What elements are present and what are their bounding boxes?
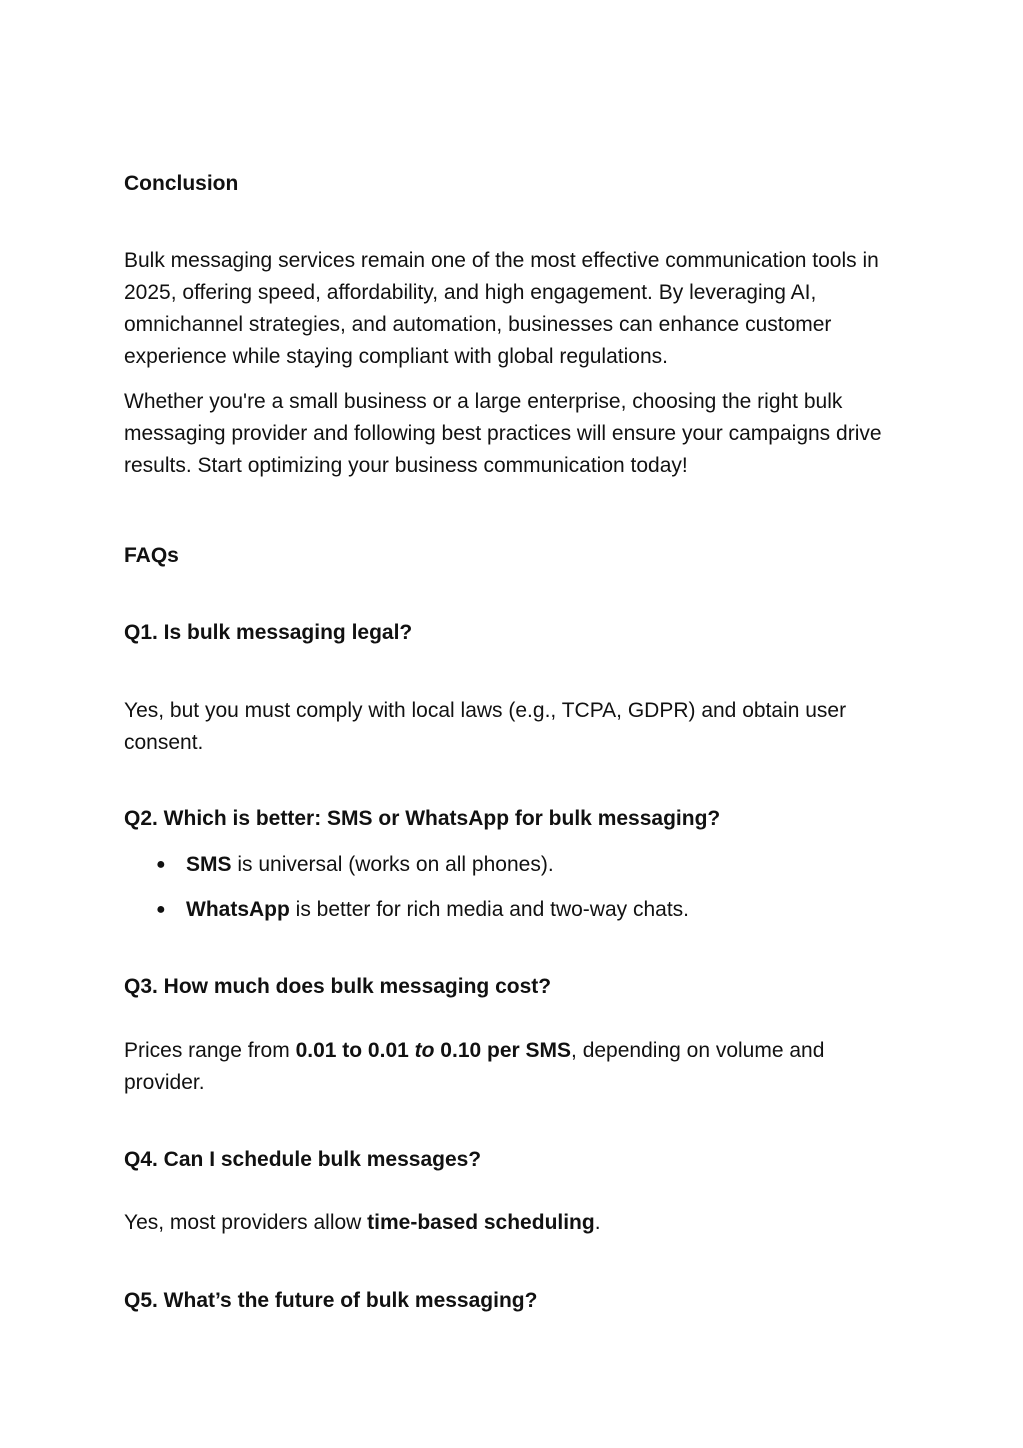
faq-q3-answer: Prices range from 0.01 to 0.01 to 0.10 per SMS, depending on volume and provider.: [124, 1039, 825, 1094]
bullet-text: WhatsApp is better for rich media and two-way chats.: [186, 898, 689, 921]
conclusion-heading: Conclusion: [124, 172, 239, 195]
conclusion-paragraph-1: Bulk messaging services remain one of the most effective communication tools in 2025, offering speed, affordability, and high engagement. By leveraging AI, omnichannel strategies, and automation, businesses can enhance customer experience while staying compliant with global regulations.: [124, 249, 879, 368]
faq-q3-question: Q3. How much does bulk messaging cost?: [124, 975, 552, 998]
faq-q4-question: Q4. Can I schedule bulk messages?: [124, 1148, 482, 1171]
bullet-icon: ●: [156, 856, 166, 873]
faq-q2-question: Q2. Which is better: SMS or WhatsApp for bulk messaging?: [124, 807, 721, 830]
bullet-text: SMS is universal (works on all phones).: [186, 853, 554, 876]
faqs-heading: FAQs: [124, 544, 179, 567]
faq-q4-answer: Yes, most providers allow time-based scheduling.: [124, 1211, 601, 1234]
conclusion-paragraph-2: Whether you're a small business or a large enterprise, choosing the right bulk messaging provider and following best practices will ensure your campaigns drive results. Start optimizing your business communication today!: [124, 390, 882, 477]
faq-q1-answer: Yes, but you must comply with local laws (e.g., TCPA, GDPR) and obtain user consent.: [124, 699, 847, 754]
faq-q1-question: Q1. Is bulk messaging legal?: [124, 621, 413, 644]
bullet-icon: ●: [156, 901, 166, 918]
faq-q5-question: Q5. What’s the future of bulk messaging?: [124, 1289, 538, 1312]
